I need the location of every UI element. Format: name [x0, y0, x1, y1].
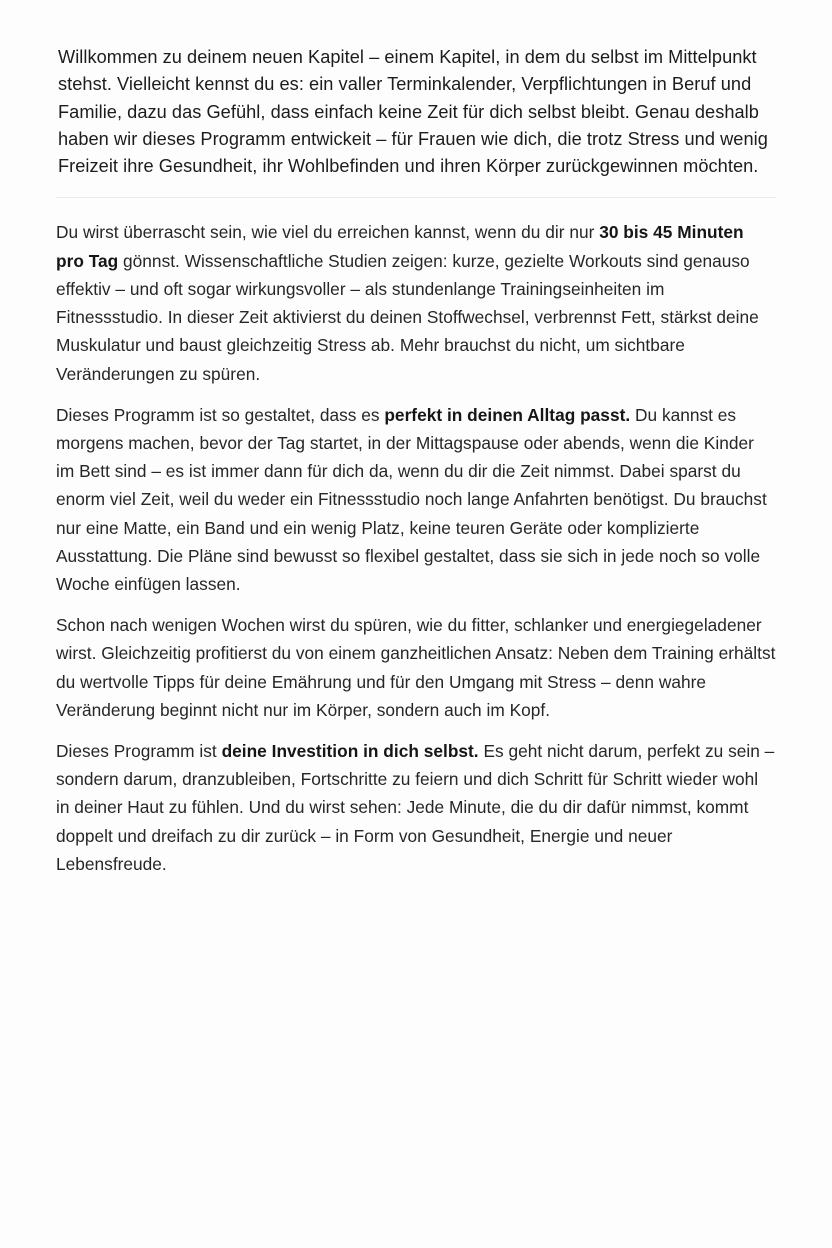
- paragraph-text: gönnst. Wissenschaftliche Studien zeigen: kurze, gezielte Workouts sind genauso effektiv – und oft sogar wirkungsvoller – als stundenlange Trainingseinheiten im Fitnessstudio. In dieser Zeit aktivierst du deinen Stoffwechsel, verbrennst Fett, stärkst deine Muskulatur und baust gleichzeitig Stress ab. Mehr brauchst du nicht, um sichtbare Veränderungen zu spüren.: [56, 250, 759, 384]
- paragraph-text: Dieses Programm ist: [56, 740, 222, 761]
- paragraph-text: Du wirst überrascht sein, wie viel du erreichen kannst, wenn du dir nur: [56, 222, 600, 243]
- paragraph-time: [56, 218, 776, 387]
- body-text: [56, 218, 776, 877]
- document-page: [56, 0, 776, 891]
- section-divider: [56, 197, 776, 198]
- paragraph-everyday: [56, 401, 776, 598]
- paragraph-results: [56, 611, 776, 724]
- highlight-text: 30 bis 45 Minuten pro Tag: [56, 222, 744, 271]
- paragraph-text: Du kannst es morgens machen, bevor der Tag startet, in der Mittagspause oder abends, wenn die Kinder im Bett sind – es ist immer dann für dich da, wenn du dir die Zeit nimmst. Dabei sparst du enorm viel Zeit, weil du weder ein Fitnessstudio noch lange Anfahrten benötigst. Du brauchst nur eine Matte, ein Band und ein wenig Platz, keine teuren Geräte oder komplizierte Ausstattung. Die Pläne sind bewusst so flexibel gestaltet, dass sie sich in jede noch so volle Woche einfügen lassen.: [56, 404, 767, 594]
- intro-paragraph: Willkommen zu deinem neuen Kapitel – einem Kapitel, in dem du selbst im Mittelpunkt stehst. Vielleicht kennst du es: ein valler Terminkalender, Verpflichtungen in Beruf und Familie, dazu das Gefühl, dass einfach keine Zeit für dich selbst bleibt. Genau deshalb haben wir dieses Programm entwickeit – für Frauen wie dich, die trotz Stress und wenig Freizeit ihre Gesundheit, ihr Wohlbefinden und ihren Körper zurückgewinnen möchten.: [58, 47, 768, 177]
- paragraph-investment: [56, 737, 776, 878]
- paragraph-text: Dieses Programm ist so gestaltet, dass es: [56, 404, 385, 425]
- paragraph-text: Es geht nicht darum, perfekt zu sein – sondern darum, dranzubleiben, Fortschritte zu feiern und dich Schritt für Schritt wieder wohl in deiner Haut zu fühlen. Und du wirst sehen: Jede Minute, die du dir dafür nimmst, kommt doppelt und dreifach zu dir zurück – in Form von Gesundheit, Energie und neuer Lebensfreude.: [56, 740, 775, 874]
- paragraph-text: Schon nach wenigen Wochen wirst du spüren, wie du fitter, schlanker und energiegeladener wirst. Gleichzeitig profitierst du von einem ganzheitlichen Ansatz: Neben dem Training erhältst du wertvolle Tipps für deine Emährung und für den Umgang mit Stress – denn wahre Veränderung beginnt nicht nur im Körper, sondern auch im Kopf.: [56, 615, 776, 720]
- highlight-text: perfekt in deinen Alltag passt.: [384, 404, 631, 425]
- highlight-text: deine Investition in dich selbst.: [221, 740, 479, 761]
